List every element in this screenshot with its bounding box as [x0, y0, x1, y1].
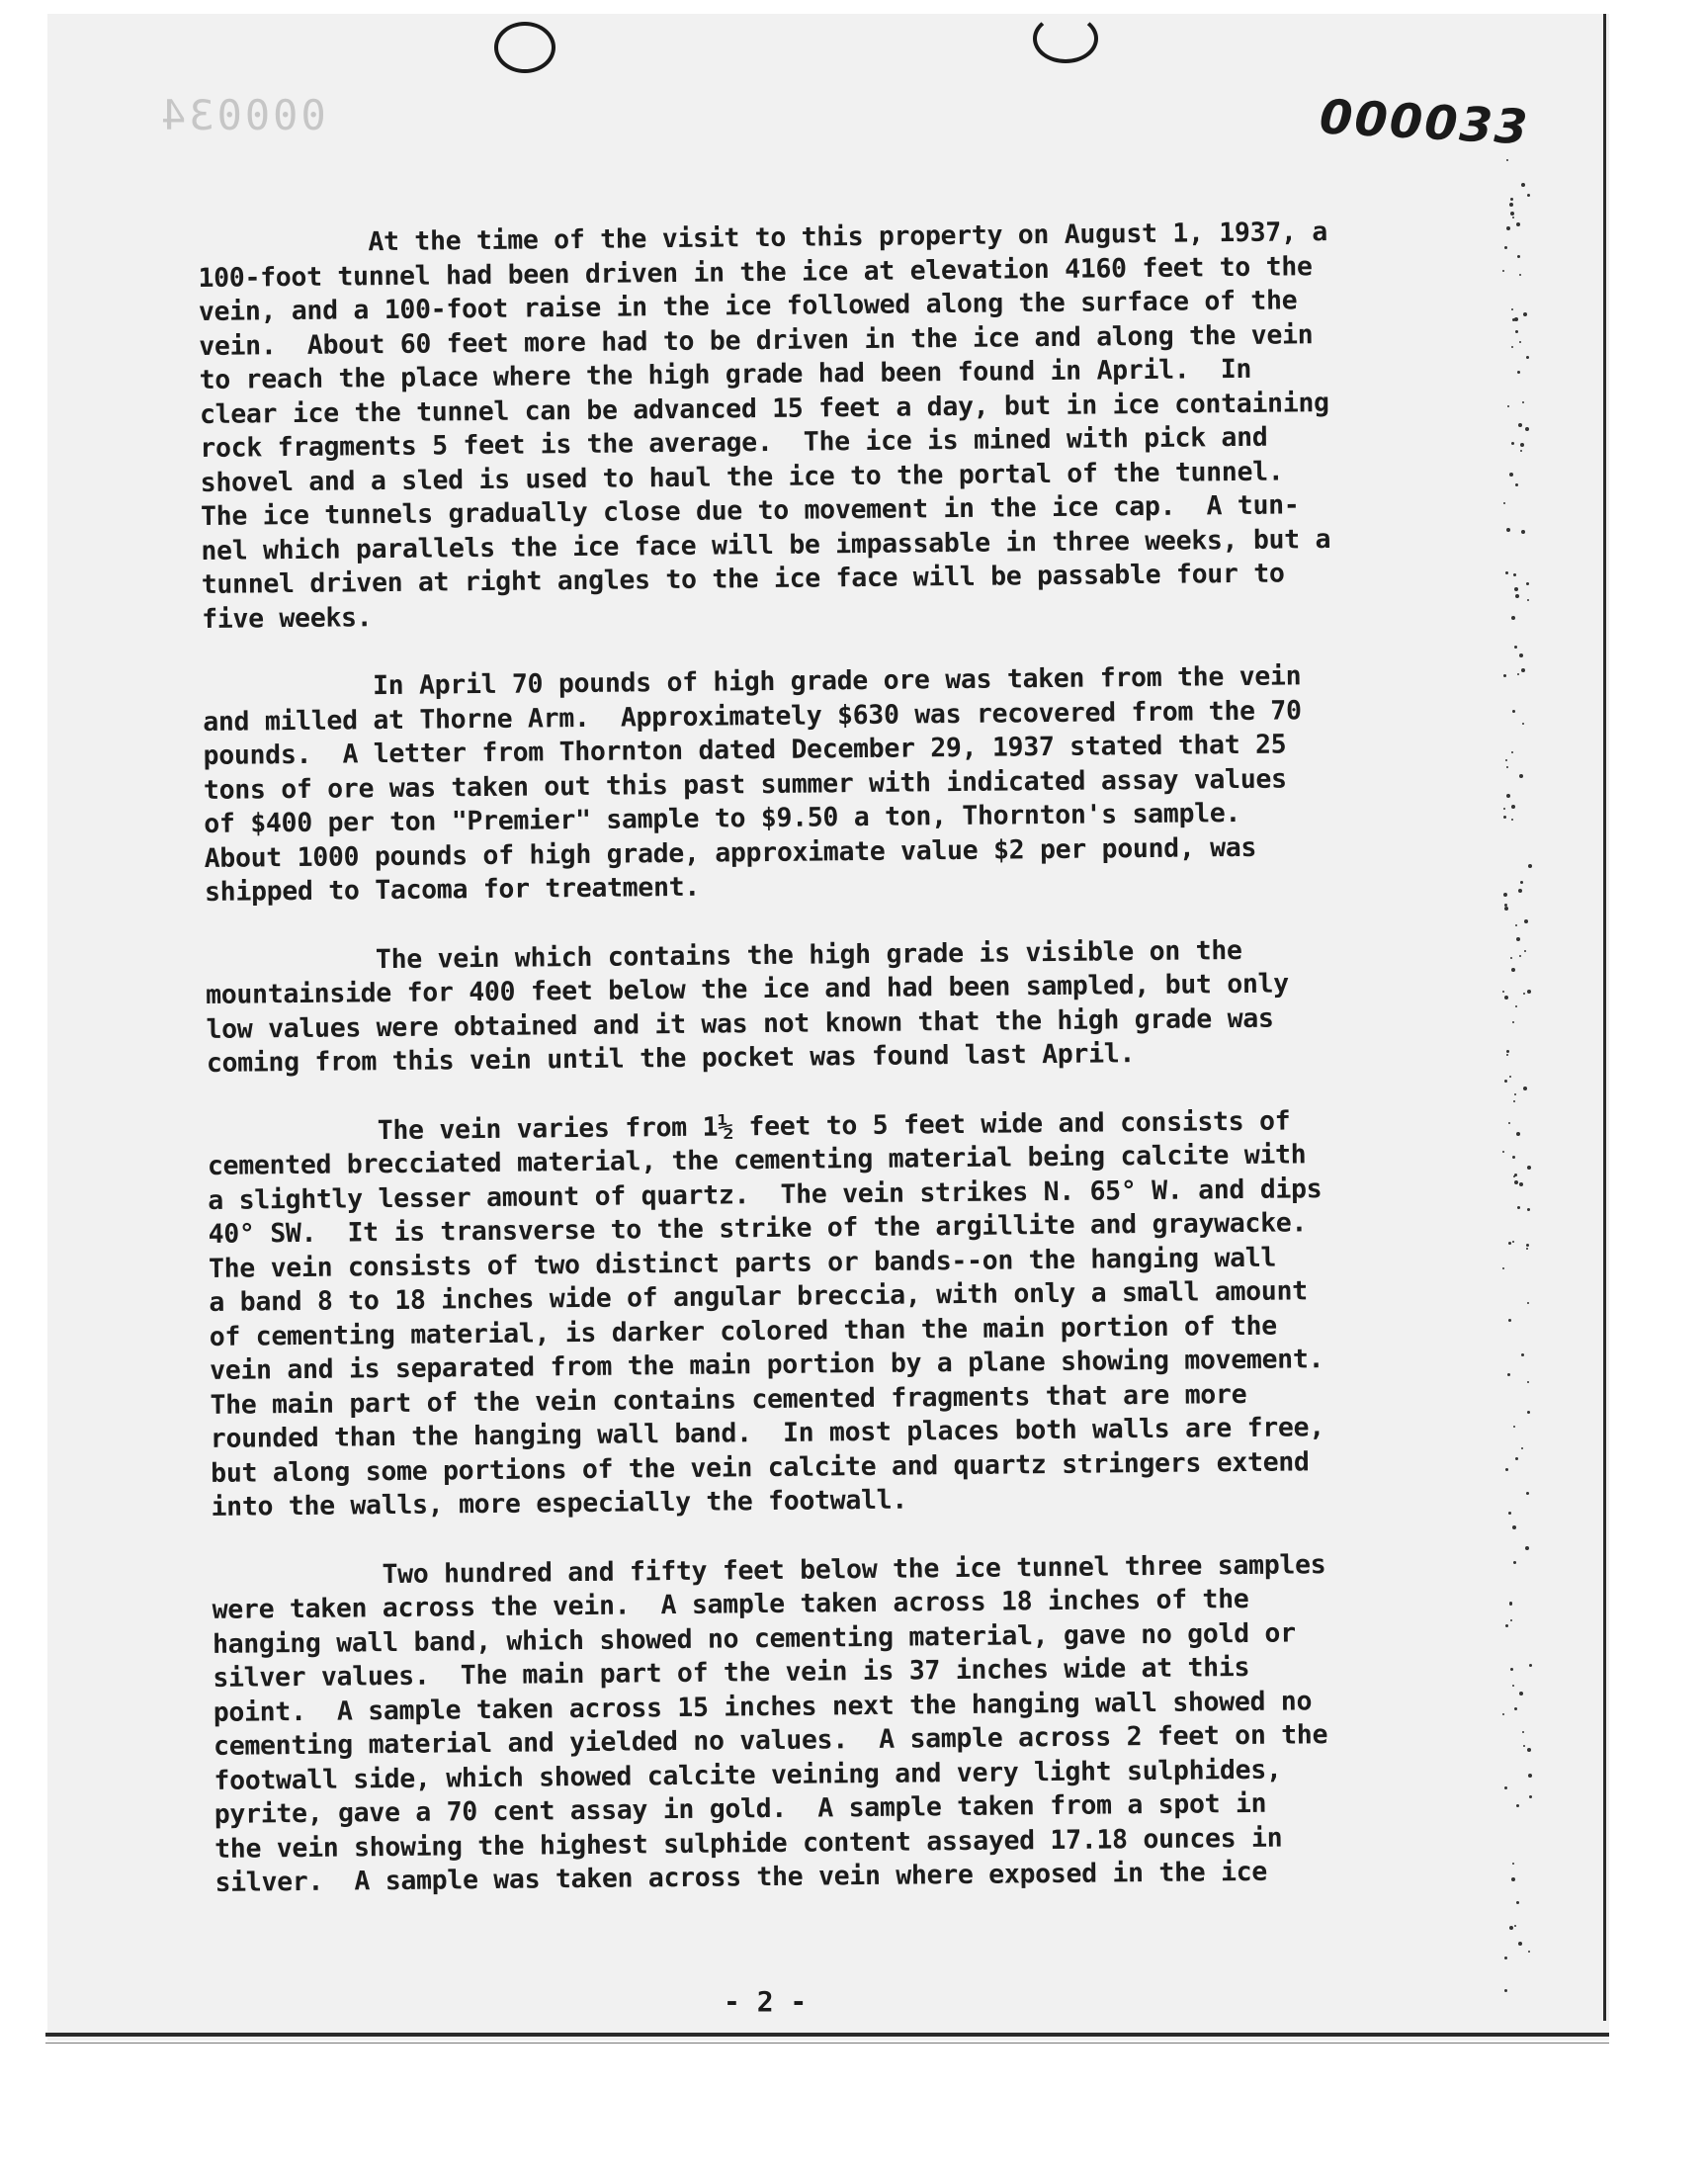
scan-speck — [1527, 1208, 1530, 1211]
scan-speck — [1519, 774, 1523, 778]
scan-speck — [1523, 312, 1527, 316]
scan-speck — [1519, 653, 1523, 657]
scan-speck — [1527, 990, 1531, 994]
scan-speck — [1523, 1087, 1527, 1090]
scan-speck — [1509, 1926, 1513, 1930]
body-text — [198, 215, 1441, 1935]
scan-speck — [1509, 473, 1513, 477]
scan-speck — [1510, 957, 1512, 959]
scan-speck — [1512, 1156, 1515, 1159]
scan-speck — [1502, 1267, 1504, 1269]
scan-speck — [1523, 1745, 1525, 1747]
scan-speck — [1526, 1492, 1529, 1495]
scan-speck — [1518, 1942, 1522, 1946]
scan-speck — [1515, 483, 1518, 486]
scan-speck — [1504, 1957, 1507, 1959]
scan-speck — [1529, 1664, 1532, 1667]
scan-speck — [1506, 766, 1508, 768]
scan-speck — [1526, 582, 1529, 585]
scan-speck — [1524, 950, 1526, 952]
scan-speck — [1511, 442, 1514, 445]
scan-speck — [1519, 341, 1521, 343]
scan-speck — [1520, 881, 1523, 884]
scan-speck — [1519, 1182, 1523, 1186]
scan-speck — [1502, 270, 1504, 272]
scan-speck — [1511, 1877, 1515, 1881]
scan-speck — [1511, 751, 1513, 753]
scan-speck — [1527, 1381, 1529, 1383]
scan-speck — [1504, 907, 1508, 911]
scan-speck — [1526, 1248, 1528, 1250]
scan-speck — [1521, 1447, 1523, 1449]
punch-hole-right — [1033, 14, 1098, 63]
punch-hole-left — [494, 22, 555, 73]
scan-speck — [1506, 1050, 1509, 1053]
scan-speck — [1528, 864, 1532, 868]
scan-speck — [1513, 573, 1516, 576]
scan-speck — [1516, 1901, 1519, 1904]
scan-speck — [1529, 1795, 1532, 1798]
scan-speck — [1527, 1166, 1531, 1170]
scan-speck — [1509, 1603, 1512, 1606]
scan-speck — [1513, 1561, 1516, 1564]
scan-speck — [1511, 616, 1515, 620]
scan-speck — [1523, 993, 1525, 995]
scan-speck — [1512, 1241, 1514, 1243]
scan-speck — [1506, 528, 1510, 532]
scan-speck — [1509, 1076, 1511, 1078]
scan-speck — [1515, 924, 1517, 926]
paragraph: Two hundred and fifty feet below the ice tunnel three samples were taken across the vein. A sample taken across 18 inches of the hanging wall band, which showed no cementing material, gave no gold or silver values. The main part of the vein is 37 inches wide at this point. A sample taken across 15 inches next the hanging wall showed no cementing material and yielded no values. A sample across 2 feet on the footwall side, which showed calcite veining and very light sulphides, pyrite, gave a 70 cent assay in gold. A sample taken from a spot in the vein showing the highest sulphide content assayed 17.18 ounces in silver. A sample was taken across the vein where exposed in the ice — [212, 1548, 1328, 1898]
scan-speck — [1521, 1353, 1524, 1356]
paragraph: In April 70 pounds of high grade ore was taken from the vein and milled at Thorne Arm. Approximately $630 was recovered from the 70 pounds. A letter from Thornton dated December 29, 1937 stated that 25 tons of ore was taken out this past summer with indicated assay values of $400 per ton "Premier" sample to $9.50 a ton, Thornton's sample. About 1000 pounds of high grade, approximate value $2 per pound, was shipped to Tacoma for treatment. — [202, 660, 1302, 908]
bottom-rule — [45, 2033, 1609, 2037]
scan-speck — [1516, 937, 1520, 941]
scan-speck — [1511, 346, 1513, 348]
scan-speck — [1527, 599, 1529, 601]
scan-speck — [1504, 1989, 1507, 1992]
scan-speck — [1527, 1411, 1530, 1414]
scan-speck — [1510, 1619, 1512, 1621]
bottom-rule-thin — [45, 2043, 1609, 2044]
scan-speck — [1504, 1080, 1507, 1083]
scan-speck — [1513, 1100, 1515, 1102]
scan-speck — [1528, 1774, 1532, 1778]
scan-speck — [1527, 194, 1530, 197]
scan-speck — [1503, 816, 1506, 819]
scan-speck — [1509, 203, 1513, 207]
scan-speck — [1519, 274, 1521, 276]
scan-speck — [1503, 808, 1505, 810]
scan-speck — [1521, 668, 1525, 672]
scan-speck — [1506, 159, 1508, 161]
scan-speck — [1514, 1093, 1516, 1095]
scan-speck — [1502, 1151, 1504, 1153]
scan-speck — [1512, 217, 1514, 218]
scan-speck — [1518, 889, 1522, 893]
scan-speck — [1514, 317, 1518, 321]
scan-speck — [1518, 423, 1522, 427]
paragraph: At the time of the visit to this property on August 1, 1937, a 100-foot tunnel had been driven in the ice at elevation 4160 feet to the vein, and a 100-foot raise in the ice followed along the surface of the vein. About 60 feet more had to be driven in the ice and along the vein to reach the place where the high grade had been found in April. In clear ice the tunnel can be advanced 15 feet a day, but in ice containing rock fragments 5 feet is the average. The ice is mined with pick and shovel and a sled is used to haul the ice to the portal of the tunnel. The ice tunnels gradually close due to movement in the ice cap. A tun- nel which parallels the ice face will be impassable in three weeks, but a tunnel driven at right angles to the ice face will be passable four to five weeks. — [198, 217, 1331, 635]
scan-speck — [1525, 1546, 1529, 1550]
scan-speck — [1502, 991, 1504, 993]
scan-speck — [1512, 1863, 1514, 1865]
scan-speck — [1520, 450, 1522, 452]
scan-speck — [1517, 673, 1519, 675]
scan-speck — [1506, 794, 1510, 798]
scan-speck — [1516, 1804, 1519, 1807]
scan-speck — [1524, 919, 1528, 923]
scan-speck — [1505, 1468, 1508, 1471]
scan-speck — [1508, 1512, 1511, 1515]
scan-speck — [1514, 1707, 1517, 1710]
scan-speck — [1506, 1054, 1508, 1056]
scan-speck — [1513, 1426, 1515, 1428]
scan-speck — [1508, 1319, 1511, 1322]
scan-speck — [1502, 1713, 1504, 1715]
scan-speck — [1517, 255, 1520, 258]
scan-speck — [1512, 710, 1515, 713]
scan-speck — [1514, 646, 1517, 649]
scan-speck — [1511, 968, 1515, 972]
scan-speck — [1512, 1685, 1514, 1687]
scan-speck — [1514, 587, 1518, 591]
scan-speck — [1512, 1021, 1514, 1023]
scan-speck — [1521, 530, 1525, 534]
document-stamp-number: 000033 — [1318, 89, 1531, 156]
scan-speck — [1505, 759, 1507, 761]
scan-speck — [1522, 723, 1524, 725]
scan-speck — [1510, 212, 1514, 216]
scan-speck — [1516, 222, 1520, 226]
scan-speck — [1514, 1180, 1518, 1184]
scan-speck — [1515, 330, 1518, 333]
scan-speck — [1506, 226, 1510, 230]
scan-speck — [1525, 427, 1529, 431]
scan-speck — [1511, 805, 1515, 809]
scan-speck — [1526, 1244, 1529, 1247]
scan-speck — [1511, 308, 1513, 310]
paragraph: The vein which contains the high grade is visible on the mountainside for 400 feet below the ice and had been sampled, but only low values were obtained and it was not known that the high grade was coming from this vein until the pocket was found last April. — [205, 934, 1290, 1079]
scan-speck — [1504, 246, 1507, 249]
scan-speck — [1505, 1624, 1508, 1627]
paragraph: The vein varies from 1½ feet to 5 feet wide and consists of cemented brecciated material, the cementing material being calcite with a slightly lesser amount of quartz. The vein strikes N. 65° W. and dips 40° SW. It is transverse to the strike of the argillite and graywacke. The vein consists of two distinct parts or bands--on the hanging wall a band 8 to 18 inches wide of angular breccia, with only a small amount of cementing material, is darker colored than the main portion of the vein and is separated from the main portion by a plane showing movement. The main part of the vein contains cemented fragments that are more rounded than the hanging wall band. In most places both walls are free, but along some portions of the vein calcite and quartz stringers extend into the walls, more especially the footwall. — [207, 1104, 1325, 1522]
scan-speck — [1504, 996, 1508, 1000]
scan-speck — [1507, 405, 1509, 407]
scan-speck — [1526, 356, 1529, 359]
scan-speck — [1510, 198, 1513, 201]
scan-speck — [1528, 1951, 1530, 1953]
scan-speck — [1514, 1174, 1517, 1176]
scan-speck — [1504, 1786, 1507, 1789]
scan-speck — [1505, 571, 1508, 574]
scan-speck — [1516, 1132, 1520, 1136]
scan-speck — [1519, 955, 1521, 957]
scan-speck — [1503, 674, 1506, 677]
scan-speck — [1508, 1242, 1511, 1245]
scan-speck — [1517, 1206, 1520, 1209]
scan-speck — [1517, 371, 1520, 374]
scan-speck — [1520, 443, 1524, 447]
scan-speck — [1522, 401, 1524, 403]
ghost-bleedthrough-number: 000034 — [158, 91, 326, 139]
scan-speck — [1511, 819, 1513, 821]
scan-speck — [1527, 1302, 1529, 1304]
page-number: - 2 - — [724, 1985, 808, 2018]
scan-speck — [1521, 183, 1525, 187]
scan-speckle-column — [1502, 158, 1532, 2017]
scan-speck — [1503, 502, 1505, 504]
scan-speck — [1503, 893, 1507, 897]
scan-speck — [1515, 1457, 1518, 1460]
scan-speck — [1514, 1925, 1516, 1927]
scan-speck — [1522, 1731, 1524, 1733]
right-margin-rule — [1603, 14, 1606, 2021]
scan-speck — [1515, 594, 1519, 598]
scan-speck — [1508, 1122, 1510, 1124]
scan-speck — [1515, 1005, 1517, 1007]
scan-speck — [1512, 1525, 1516, 1529]
scan-speck — [1507, 1373, 1510, 1376]
scan-speck — [1527, 1748, 1531, 1752]
scan-speck — [1519, 1692, 1523, 1696]
scan-speck — [1510, 1668, 1513, 1671]
